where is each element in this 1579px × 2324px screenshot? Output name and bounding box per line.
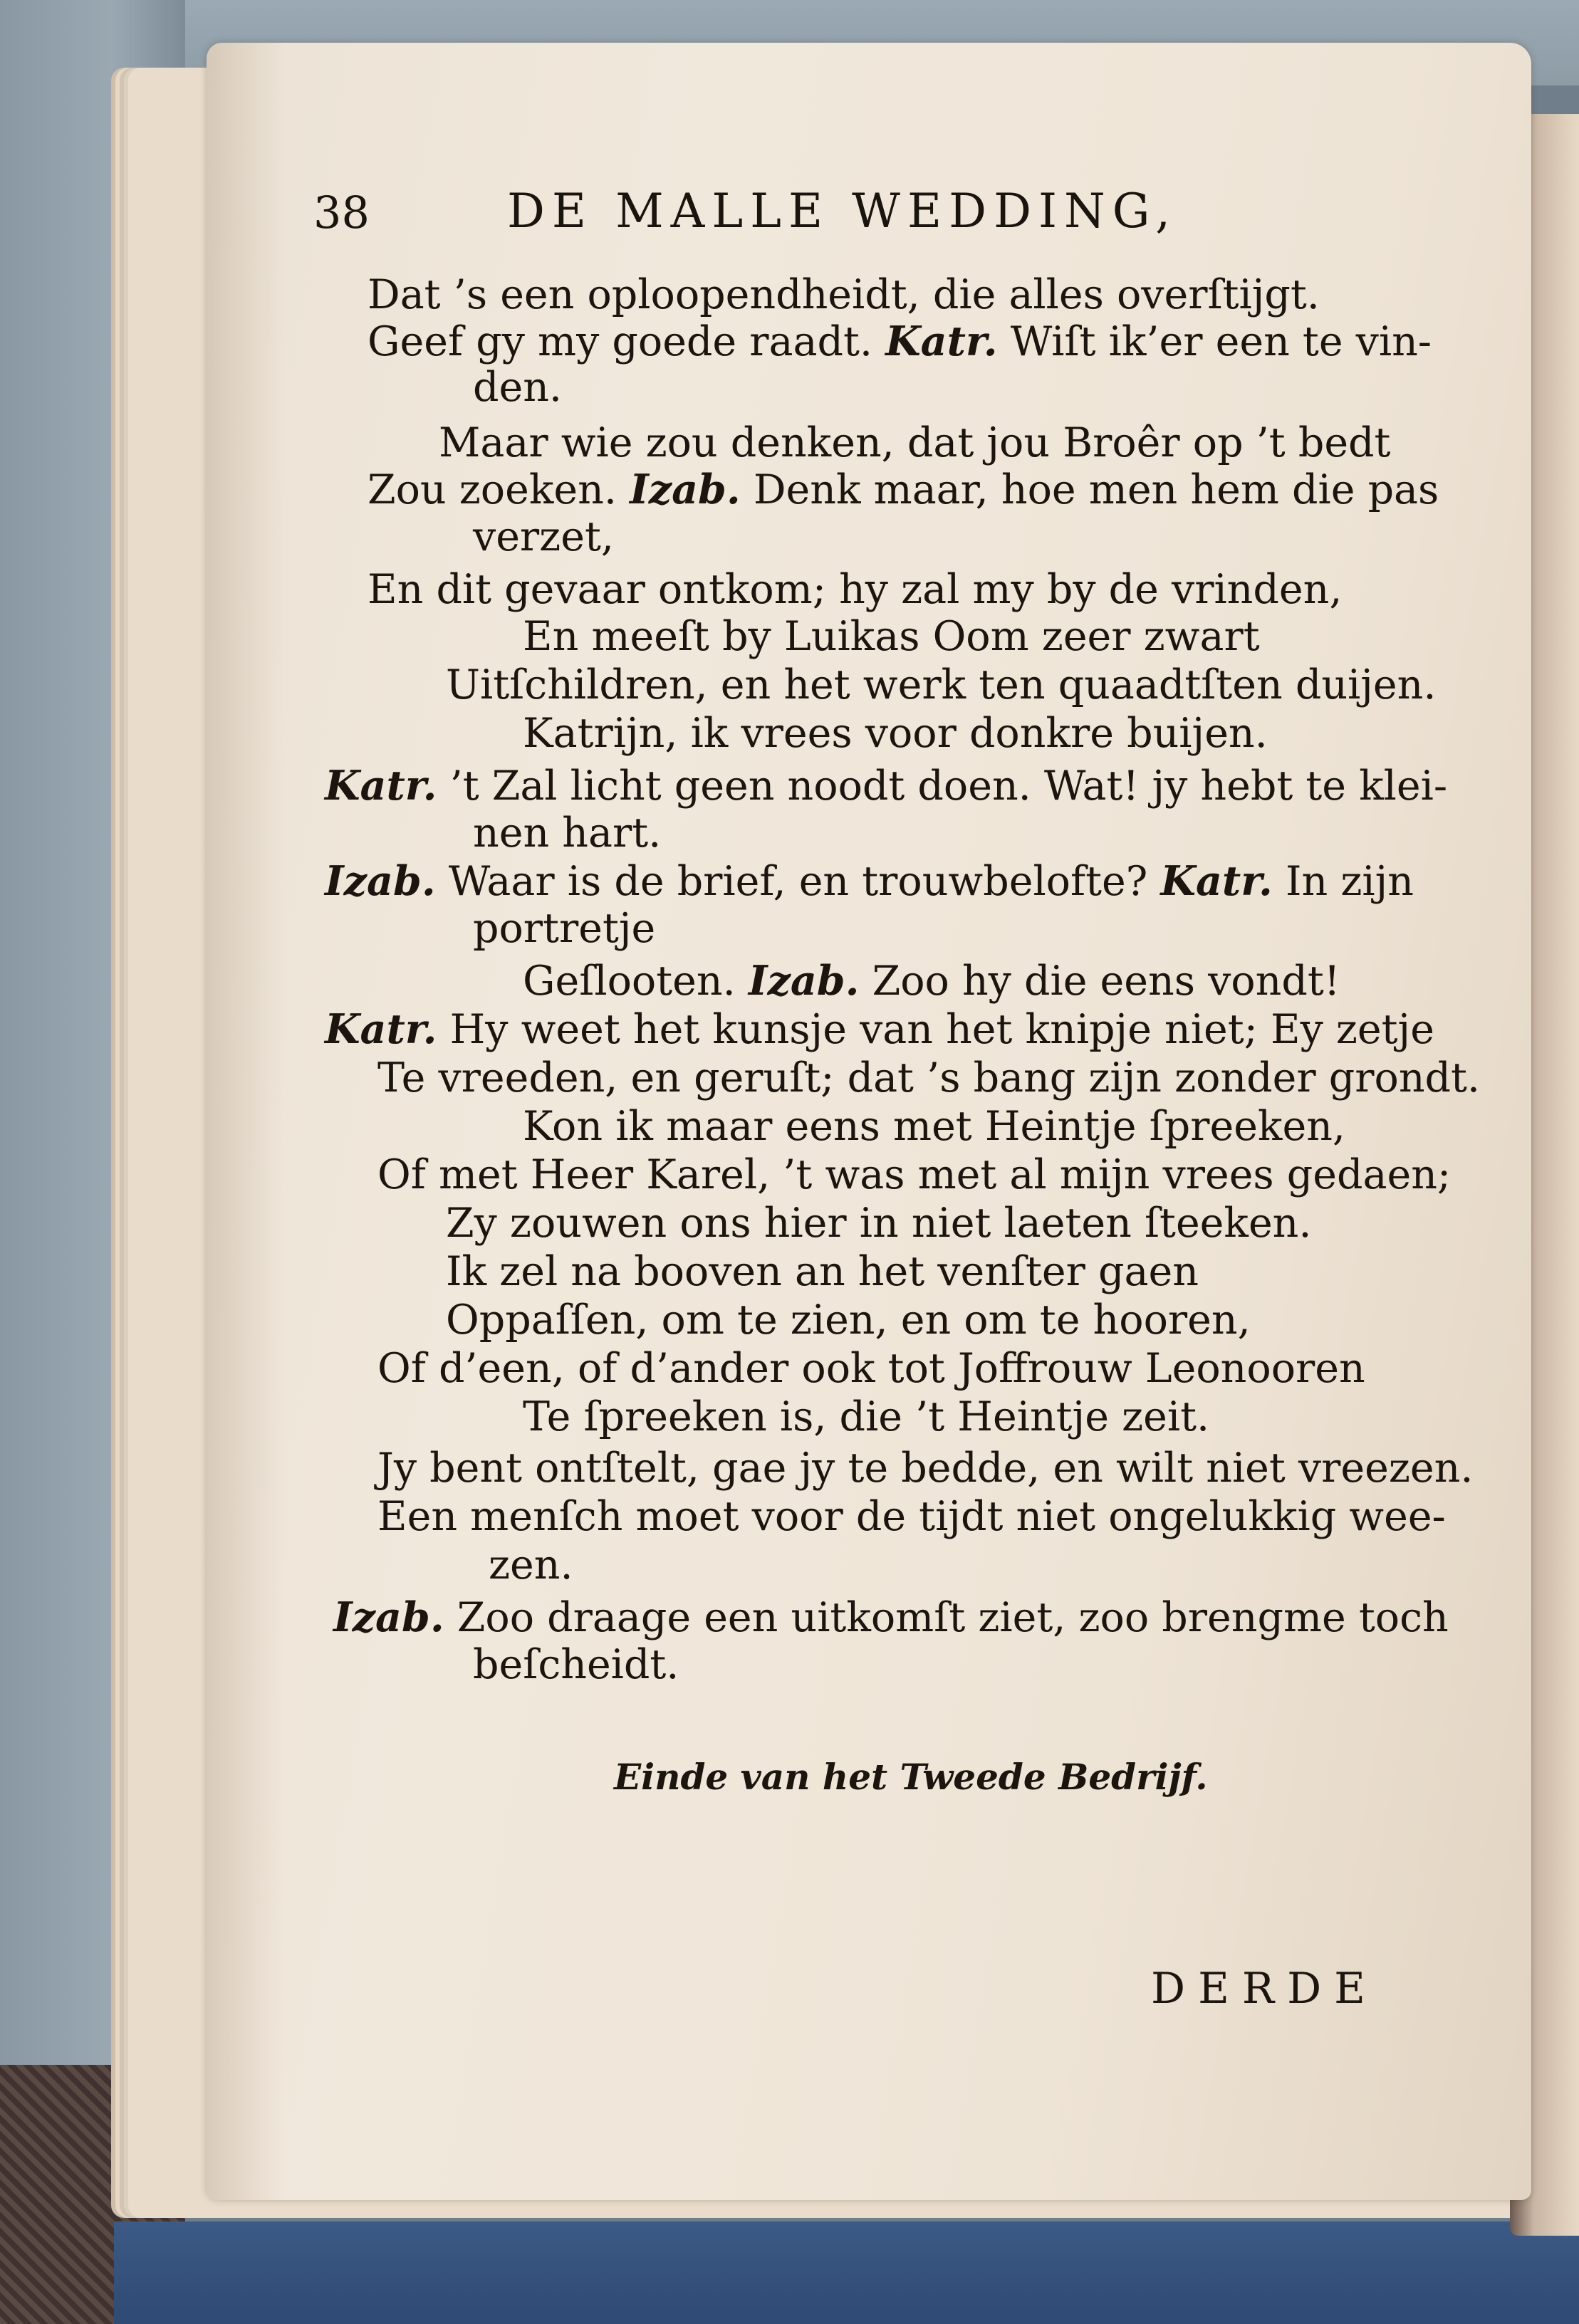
speaker-label: Izab. [325,857,436,905]
end-of-act-note: Einde van het Tweede Bedrijf. [614,1756,1208,1798]
speaker-label: Katr. [1160,857,1273,905]
verse-line: Oppaſſen, om te zien, en om te hooren, [446,1297,1251,1344]
verse-line: Zou zoeken. Izab. Denk maar, hoe men hem die pas [368,466,1439,513]
speaker-label: Katr. [885,318,998,365]
verse-line: Maar wie zou denken, dat jou Broêr op ’t bedt [439,419,1391,466]
verse-line: Uitſchildren, en het werk ten quaadtſten duijen. [446,661,1437,708]
verse-line: Jy bent ontſtelt, gae jy te bedde, en wilt niet vreezen. [377,1445,1474,1492]
verse-line: Kon ik maar eens met Heintje ſpreeken, [523,1103,1346,1150]
verse-line: Of met Heer Karel, ’t was met al mijn vrees gedaen; [377,1151,1452,1198]
verse-line: Katr. ’t Zal licht geen noodt doen. Wat! jy hebt te klei- [325,762,1448,810]
running-title: DE MALLE WEDDING, [507,184,1178,239]
verse-line: zen. [489,1542,573,1588]
verse-line: den. [473,364,563,411]
speaker-label: Katr. [325,762,437,810]
catchword: DERDE [1151,1964,1378,2014]
speaker-label: Izab. [748,957,860,1005]
verse-line: En meeſt by Luikas Oom zeer zwart [523,613,1260,660]
verse-line: portretje [473,905,656,952]
verse-line: En dit gevaar ontkom; hy zal my by de vrinden, [368,566,1343,613]
blue-cover-bottom [114,2221,1579,2324]
verse-line: Dat ’s een oploopendheidt, die alles overſtijgt. [368,271,1320,318]
verse-line: Katr. Hy weet het kunsje van het knipje niet; Ey zetje [325,1005,1434,1053]
verse-line: Geſlooten. Izab. Zoo hy die eens vondt! [523,957,1340,1005]
verse-line: Te vreeden, en geruſt; dat ’s bang zijn zonder grondt. [377,1054,1481,1101]
gutter-shadow [207,43,285,2200]
verse-line: Ik zel na booven an het venſter gaen [446,1248,1199,1295]
verse-line: Zy zouwen ons hier in niet laeten ſteeken. [446,1200,1312,1247]
verse-line: Izab. Zoo draage een uitkomſt ziet, zoo brengme toch [333,1593,1449,1641]
speaker-label: Izab. [630,466,741,513]
running-head [313,184,1382,251]
verse-line: Een menſch moet voor de tijdt niet ongelukkig wee- [377,1493,1446,1540]
verse-line: Izab. Waar is de brief, en trouwbelofte? Katr. In zijn [325,857,1414,905]
speaker-label: Katr. [325,1005,437,1053]
verse-line: Geef gy my goede raadt. Katr. Wiſt ik’er een te vin- [368,318,1432,365]
verse-line: Te ſpreeken is, die ’t Heintje zeit. [523,1393,1210,1440]
verse-line: Of d’een, of d’ander ook tot Joffrouw Leonooren [377,1345,1365,1392]
verse-line: Katrijn, ik vrees voor donkre buijen. [523,710,1268,757]
page-number: 38 [313,187,370,239]
verse-line: nen hart. [473,810,662,857]
verse-line: verzet, [473,513,614,560]
speaker-label: Izab. [333,1593,444,1641]
verse-line: beſcheidt. [473,1641,679,1688]
